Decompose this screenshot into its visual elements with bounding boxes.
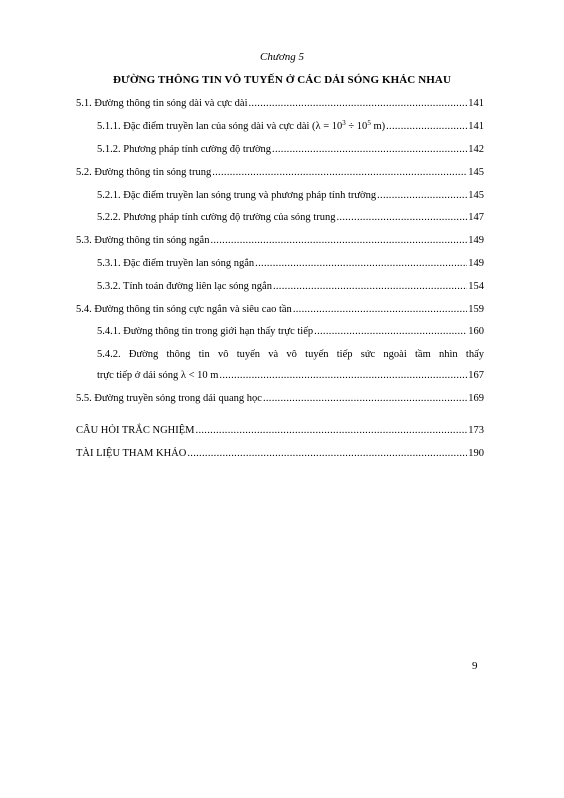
toc-entry-title: 5.3. Đường thông tin sóng ngắn — [76, 235, 210, 246]
toc-page-number: 159 — [468, 304, 484, 315]
toc-entry-title: 5.2. Đường thông tin sóng trung — [76, 167, 212, 178]
toc-page-number: 149 — [468, 258, 484, 269]
toc-page-number: 167 — [468, 370, 484, 381]
toc-leader-dots — [187, 447, 467, 460]
toc-leader-dots — [196, 424, 468, 437]
toc-entry-title: 5.4. Đường thông tin sóng cực ngắn và siêu cao tần — [76, 304, 292, 315]
toc-leader-dots — [212, 166, 467, 179]
toc-entry-title: trực tiếp ở dải sóng λ < 10 m — [97, 370, 219, 381]
toc-page-number: 160 — [468, 326, 484, 337]
toc-entry-references[interactable] — [76, 447, 484, 460]
toc-page-number: 145 — [468, 190, 484, 201]
toc-page-number: 190 — [468, 448, 484, 459]
toc-entry-5-1-2[interactable] — [97, 143, 484, 156]
toc-leader-dots — [249, 97, 468, 110]
toc-entry-5-3-2[interactable] — [97, 280, 484, 293]
toc-entry-title: TÀI LIỆU THAM KHẢO — [76, 448, 187, 459]
toc-leader-dots — [255, 257, 467, 270]
toc-entry-title: CÂU HỎI TRẮC NGHIỆM — [76, 425, 195, 436]
toc-entry-5-3-1[interactable] — [97, 257, 484, 270]
toc-leader-dots — [272, 143, 467, 156]
toc-leader-dots — [273, 280, 467, 293]
toc-page-number: 169 — [468, 393, 484, 404]
toc-entry-5-3[interactable] — [76, 234, 484, 247]
toc-page-number: 142 — [468, 144, 484, 155]
toc-entry-title: 5.5. Đường truyền sóng trong dải quang học — [76, 393, 262, 404]
toc-leader-dots — [377, 189, 467, 202]
toc-leader-dots — [263, 392, 467, 405]
chapter-label: Chương 5 — [260, 51, 304, 63]
toc-page-number: 145 — [468, 167, 484, 178]
toc-page-number: 141 — [468, 121, 484, 132]
toc-leader-dots — [219, 369, 467, 382]
toc-entry-title: 5.4.1. Đường thông tin trong giới hạn thấy trực tiếp — [97, 326, 314, 337]
toc-entry-title: 5.1. Đường thông tin sóng dài và cực dài — [76, 98, 248, 109]
toc-entry-5-2-1[interactable] — [97, 189, 484, 202]
chapter-title: ĐƯỜNG THÔNG TIN VÔ TUYẾN Ở CÁC DẢI SÓNG KHÁC NHAU — [113, 74, 451, 86]
exponent: 5 — [367, 119, 371, 127]
toc-entry-5-4[interactable] — [76, 303, 484, 316]
toc-leader-dots — [386, 120, 467, 133]
toc-leader-dots — [314, 325, 467, 338]
toc-entry-5-4-2[interactable] — [97, 369, 484, 382]
page-footer-number: 9 — [472, 660, 478, 672]
toc-page-number: 173 — [468, 425, 484, 436]
toc-leader-dots — [336, 211, 467, 224]
toc-entry-5-1-1[interactable] — [97, 120, 484, 133]
toc-page-number: 154 — [468, 281, 484, 292]
toc-entry-title: 5.1.1. Đặc điểm truyền lan của sóng dài và cực dài ($\lambda = 10^3 \div 10^5$ m) — [97, 119, 386, 132]
toc-entry-5-2[interactable] — [76, 166, 484, 179]
toc-entry-title: 5.2.1. Đặc điểm truyền lan sóng trung và phương pháp tính trường — [97, 190, 377, 201]
toc-page-number: 147 — [468, 212, 484, 223]
toc-entry-5-4-1[interactable] — [97, 325, 484, 338]
toc-entry-5-1[interactable] — [76, 97, 484, 110]
toc-entry-title: 5.3.1. Đặc điểm truyền lan sóng ngắn — [97, 258, 255, 269]
toc-leader-dots — [210, 234, 467, 247]
toc-entry-title: 5.3.2. Tính toán đường liên lạc sóng ngắn — [97, 281, 272, 292]
toc-leader-dots — [293, 303, 467, 316]
toc-entry-5-4-2-line1[interactable]: 5.4.2. Đường thông tin vô tuyến và vô tuyến tiếp sức ngoài tầm nhìn thấy — [97, 349, 484, 360]
toc-entry-quiz[interactable] — [76, 424, 484, 437]
toc-entry-title: 5.1.2. Phương pháp tính cường độ trường — [97, 144, 272, 155]
toc-entry-5-2-2[interactable] — [97, 211, 484, 224]
toc-page-number: 149 — [468, 235, 484, 246]
exponent: 3 — [342, 119, 346, 127]
toc-entry-5-5[interactable] — [76, 392, 484, 405]
toc-entry-title: 5.2.2. Phương pháp tính cường độ trường của sóng trung — [97, 212, 336, 223]
toc-page-number: 141 — [468, 98, 484, 109]
